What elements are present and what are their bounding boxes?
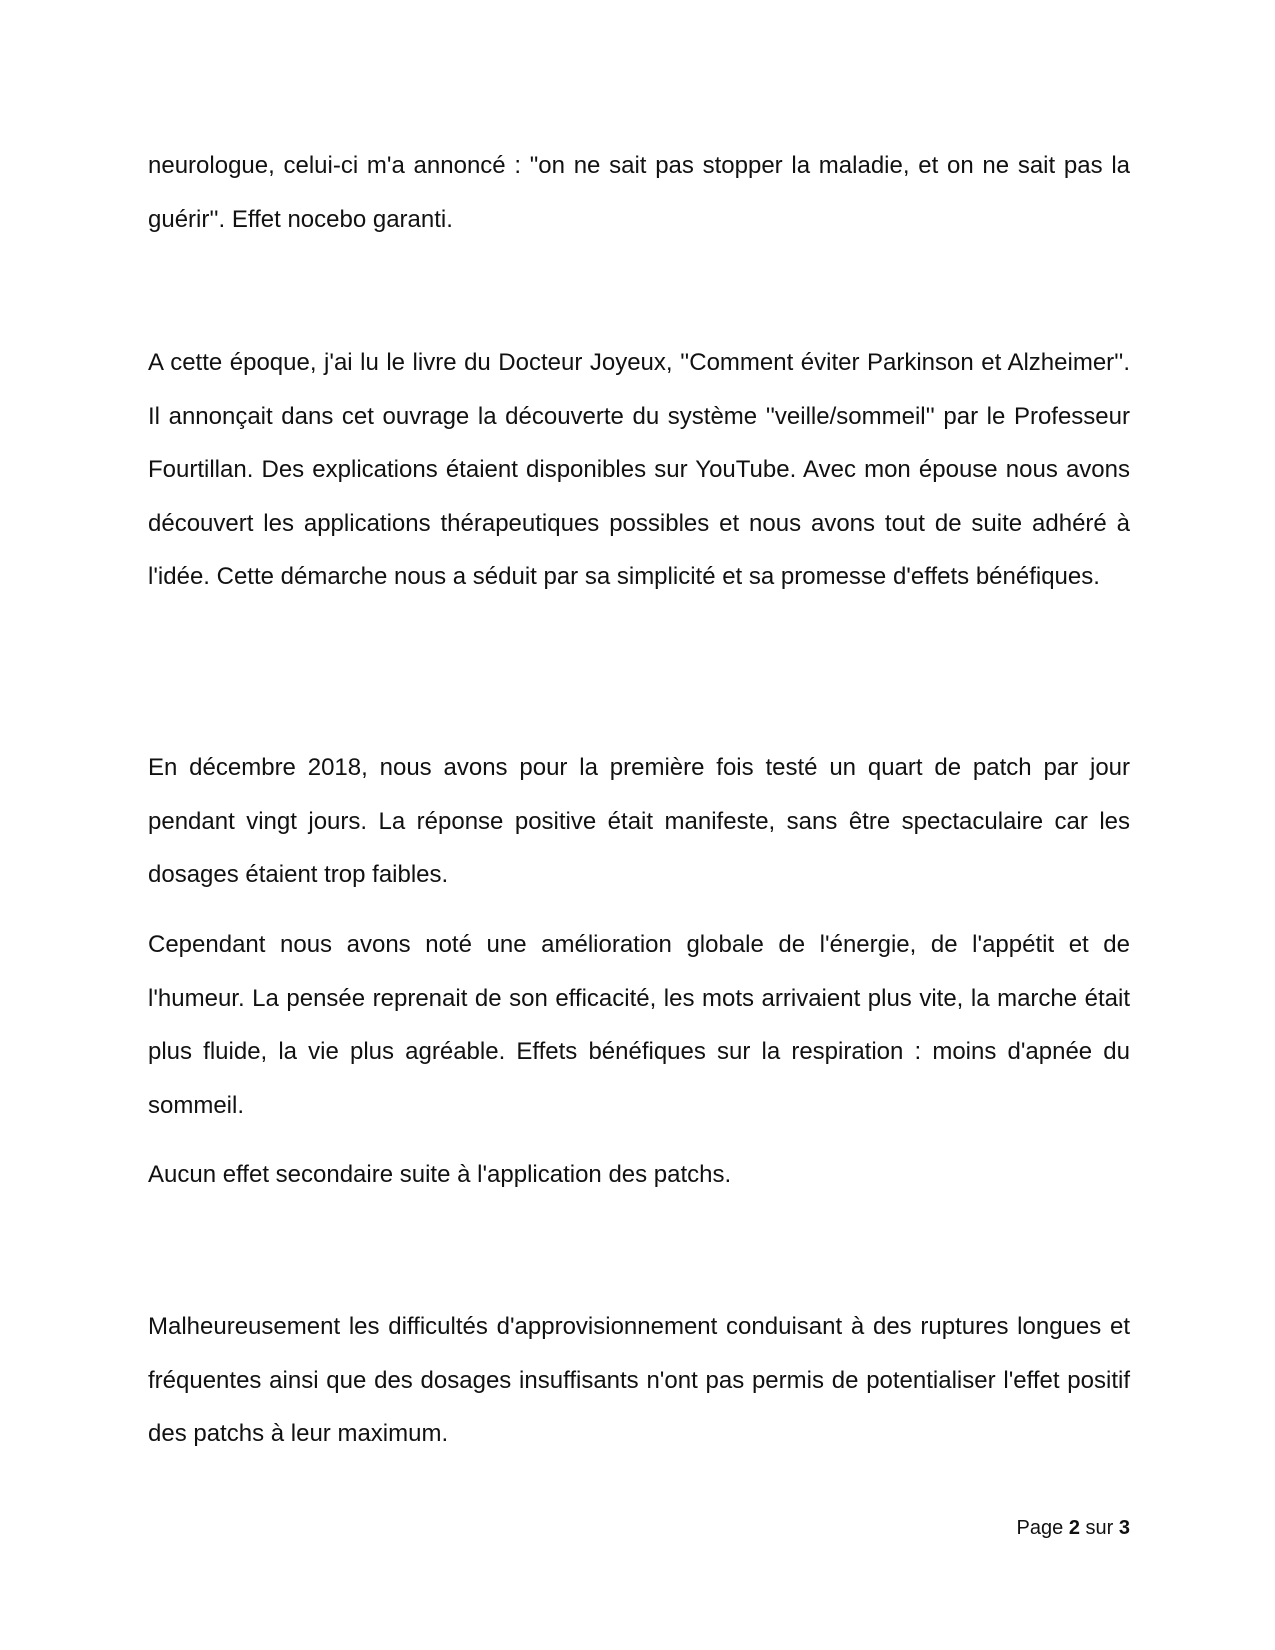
total-pages-number: 3: [1118, 1517, 1130, 1539]
paragraph-3: En décembre 2018, nous avons pour la première fois testé un quart de patch par jour pendant vingt jours. La réponse positive était manifeste, sans être spectaculaire car les dosages étaient trop faibles.: [148, 754, 1130, 888]
paragraph-1: neurologue, celui-ci m'a annoncé : "on ne sait pas stopper la maladie, et on ne sait pas la guérir''. Effet nocebo garanti.: [148, 152, 1130, 233]
page-number-footer: [1017, 1516, 1130, 1540]
paragraph-2: A cette époque, j'ai lu le livre du Docteur Joyeux, ''Comment éviter Parkinson et Alzheimer''. Il annonçait dans cet ouvrage la découverte du système ''veille/sommeil'' par le Professeur Fourtillan. Des explications étaient disponibles sur YouTube. Avec mon épouse nous avons découvert les applications thérapeutiques possibles et nous avons tout de suite adhéré à l'idée. Cette démarche nous a séduit par sa simplicité et sa promesse d'effets bénéfiques.: [148, 349, 1130, 590]
page-word: Page: [1016, 1517, 1064, 1539]
paragraph-5: Aucun effet secondaire suite à l'application des patchs.: [148, 1161, 732, 1188]
current-page-number: 2: [1068, 1517, 1080, 1539]
paragraph-4: Cependant nous avons noté une amélioration globale de l'énergie, de l'appétit et de l'humeur. La pensée reprenait de son efficacité, les mots arrivaient plus vite, la marche était plus fluide, la vie plus agréable. Effets bénéfiques sur la respiration : moins d'apnée du sommeil.: [148, 931, 1130, 1119]
of-word: sur: [1085, 1517, 1114, 1539]
paragraph-6: Malheureusement les difficultés d'approvisionnement conduisant à des ruptures longues et fréquentes ainsi que des dosages insuffisants n'ont pas permis de potentialiser l'effet positif des patchs à leur maximum.: [148, 1313, 1130, 1447]
